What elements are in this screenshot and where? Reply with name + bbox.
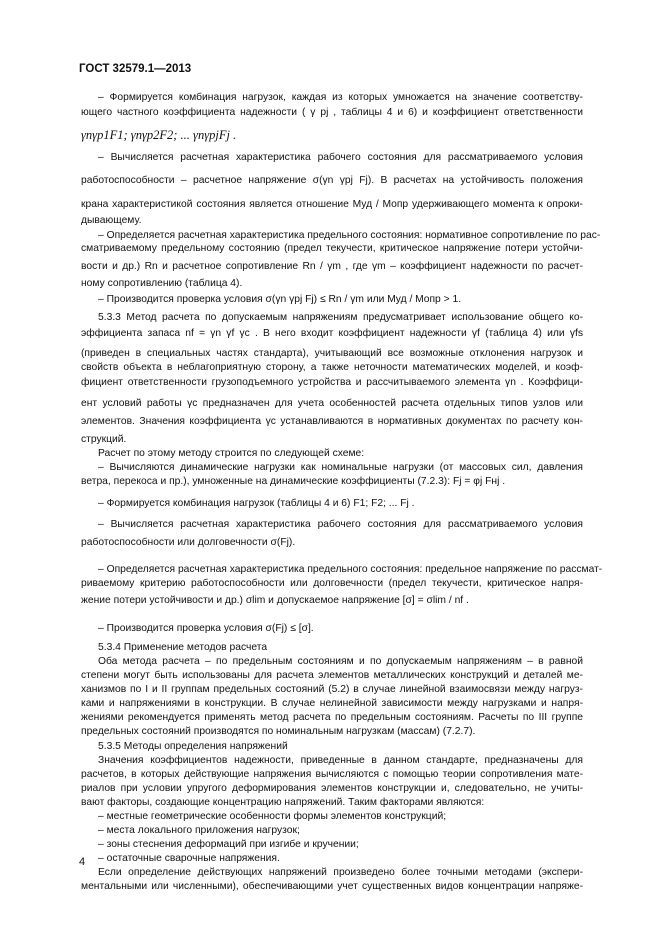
page-number: 4 xyxy=(79,856,86,868)
text-line: Оба метода расчета – по предельным состояниям и по допускаемым напряжениям – в равной xyxy=(98,656,583,667)
text-line: дывающему. xyxy=(81,215,142,226)
text-line: ент условий работы γc предназначен для учета особенностей расчета отдельных типов узлов или xyxy=(81,398,583,409)
text-line: – Формируется комбинация нагрузок, каждая из которых умножается на значение соответству- xyxy=(98,92,583,103)
text-line: риалов при условии упругого деформирования элементов конструкции и, следовательно, не учиты- xyxy=(81,783,583,794)
text-line: Расчет по этому методу строится по следующей схеме: xyxy=(98,448,365,459)
text-line: работоспособности или долговечности σ(Fj). xyxy=(81,537,296,548)
text-line: ками и напряжениями в конструкции. В случае нелинейной зависимости между нагрузками и напря- xyxy=(81,698,583,709)
text-line: (приведен в специальных частях стандарта), учитывающий все возможные отклонения нагрузок и xyxy=(81,348,583,359)
text-line: жение потери устойчивости и др.) σlim и допускаемое напряжение [σ] = σlim / nf . xyxy=(81,595,469,606)
text-line: 5.3.4 Применение методов расчета xyxy=(98,642,268,653)
text-line: 5.3.3 Метод расчета по допускаемым напряжениям предусматривает использование общего ко- xyxy=(98,312,583,323)
text-line: расчетов, в которых действующие напряжения вычисляются с помощью теории сопротивления мате- xyxy=(81,769,583,780)
text-line: – местные геометрические особенности формы элементов конструкций; xyxy=(98,811,447,822)
text-line: вают факторы, создающие концентрацию напряжений. Таким факторами являются: xyxy=(81,797,485,808)
text-line: риваемому критерию работоспособности или долговечности (предел текучести, критическое напря- xyxy=(81,578,583,589)
text-line: сматриваемому предельному состоянию (предел текучести, критическое напряжение потери устойчи- xyxy=(81,243,583,254)
text-line: – Определяется расчетная характеристика предельного состояния: нормативное сопротивление по рас- xyxy=(98,230,601,241)
text-line: эффициента запаса nf = γn γf γc . В него входит коэффициент надежности γf (таблица 4) или γfs xyxy=(81,328,583,339)
text-line: Если определение действующих напряжений произведено более точными методами (экспери- xyxy=(98,867,583,878)
text-line: элементов. Значения коэффициента γc устанавливаются в нормативных документах по расчету кон- xyxy=(81,416,583,427)
text-line: струкций. xyxy=(81,434,127,445)
text-line: ментальными или численными), обеспечивающими учет существенных видов концентрации напряже- xyxy=(81,881,583,892)
text-line: – Вычисляется расчетная характеристика рабочего состояния для рассматриваемого условия xyxy=(98,519,583,530)
text-line: ющего частного коэффициента надежности ( γ pj , таблицы 4 и 6) и коэффициент ответственности xyxy=(81,107,583,118)
text-line: – Вычисляется расчетная характеристика рабочего состояния для рассматриваемого условия xyxy=(98,152,583,163)
text-line: работоспособности – расчетное напряжение σ(γn γpj Fj). В расчетах на устойчивость положения xyxy=(81,175,583,186)
text-line: – Вычисляются динамические нагрузки как номинальные нагрузки (от массовых сил, давления xyxy=(98,462,583,473)
text-line: – Производится проверка условия σ(γn γpj Fj) ≤ Rn / γm или Mуд / Mопр > 1. xyxy=(98,294,462,305)
document-header: ГОСТ 32579.1—2013 xyxy=(79,63,192,75)
text-line: – Производится проверка условия σ(Fj) ≤ [σ]. xyxy=(98,623,314,634)
text-line: крана характеристикой состояния является отношение Mуд / Mопр удерживающего момента к опроки- xyxy=(81,199,583,210)
text-line: – остаточные сварочные напряжения. xyxy=(98,853,280,864)
text-line: – места локального приложения нагрузок; xyxy=(98,825,300,836)
text-line: свойств объекта в неблагоприятную сторону, а также неточности математических моделей, и коэф- xyxy=(81,362,583,373)
text-line: фициент ответственности грузоподъемного устройства и рассчитываемого элемента γn . Коэффици- xyxy=(81,377,583,388)
text-line: ному сопротивлению (таблица 4). xyxy=(81,278,243,289)
text-line: 5.3.5 Методы определения напряжений xyxy=(98,741,288,752)
text-line: степени могут быть использованы для расчета элементов металлических конструкций и деталей ме- xyxy=(81,670,583,681)
text-line: жениями рекомендуется применять метод расчета по предельным состояниям. Расчеты по III группе xyxy=(81,712,583,723)
text-line: ветра, перекоса и пр.), умноженные на динамические коэффициенты (7.2.3): Fj = φj Fнj . xyxy=(81,476,506,487)
text-line: ханизмов по I и II группам предельных состояний (5.2) в случае линейной взаимосвязи между нагруз- xyxy=(81,684,583,695)
text-line: – Определяется расчетная характеристика предельного состояния: предельное напряжение по рассмат- xyxy=(98,564,603,575)
text-line: – зоны стеснения деформаций при изгибе и кручении; xyxy=(98,839,359,850)
text-line: γnγp1F1; γnγp2F2; ... γnγpjFj . xyxy=(81,128,237,142)
text-line: вости и др.) Rn и расчетное сопротивление Rn / γm , где γm – коэффициент надежности по расчет- xyxy=(81,261,583,272)
text-line: предельных состояний производятся по номинальным нагрузкам (массам) (7.2.7). xyxy=(81,726,476,737)
text-line: Значения коэффициентов надежности, приведенные в данном стандарте, предназначены для xyxy=(98,755,583,766)
text-line: – Формируется комбинация нагрузок (таблицы 4 и 6) F1; F2; ... Fj . xyxy=(98,498,415,509)
